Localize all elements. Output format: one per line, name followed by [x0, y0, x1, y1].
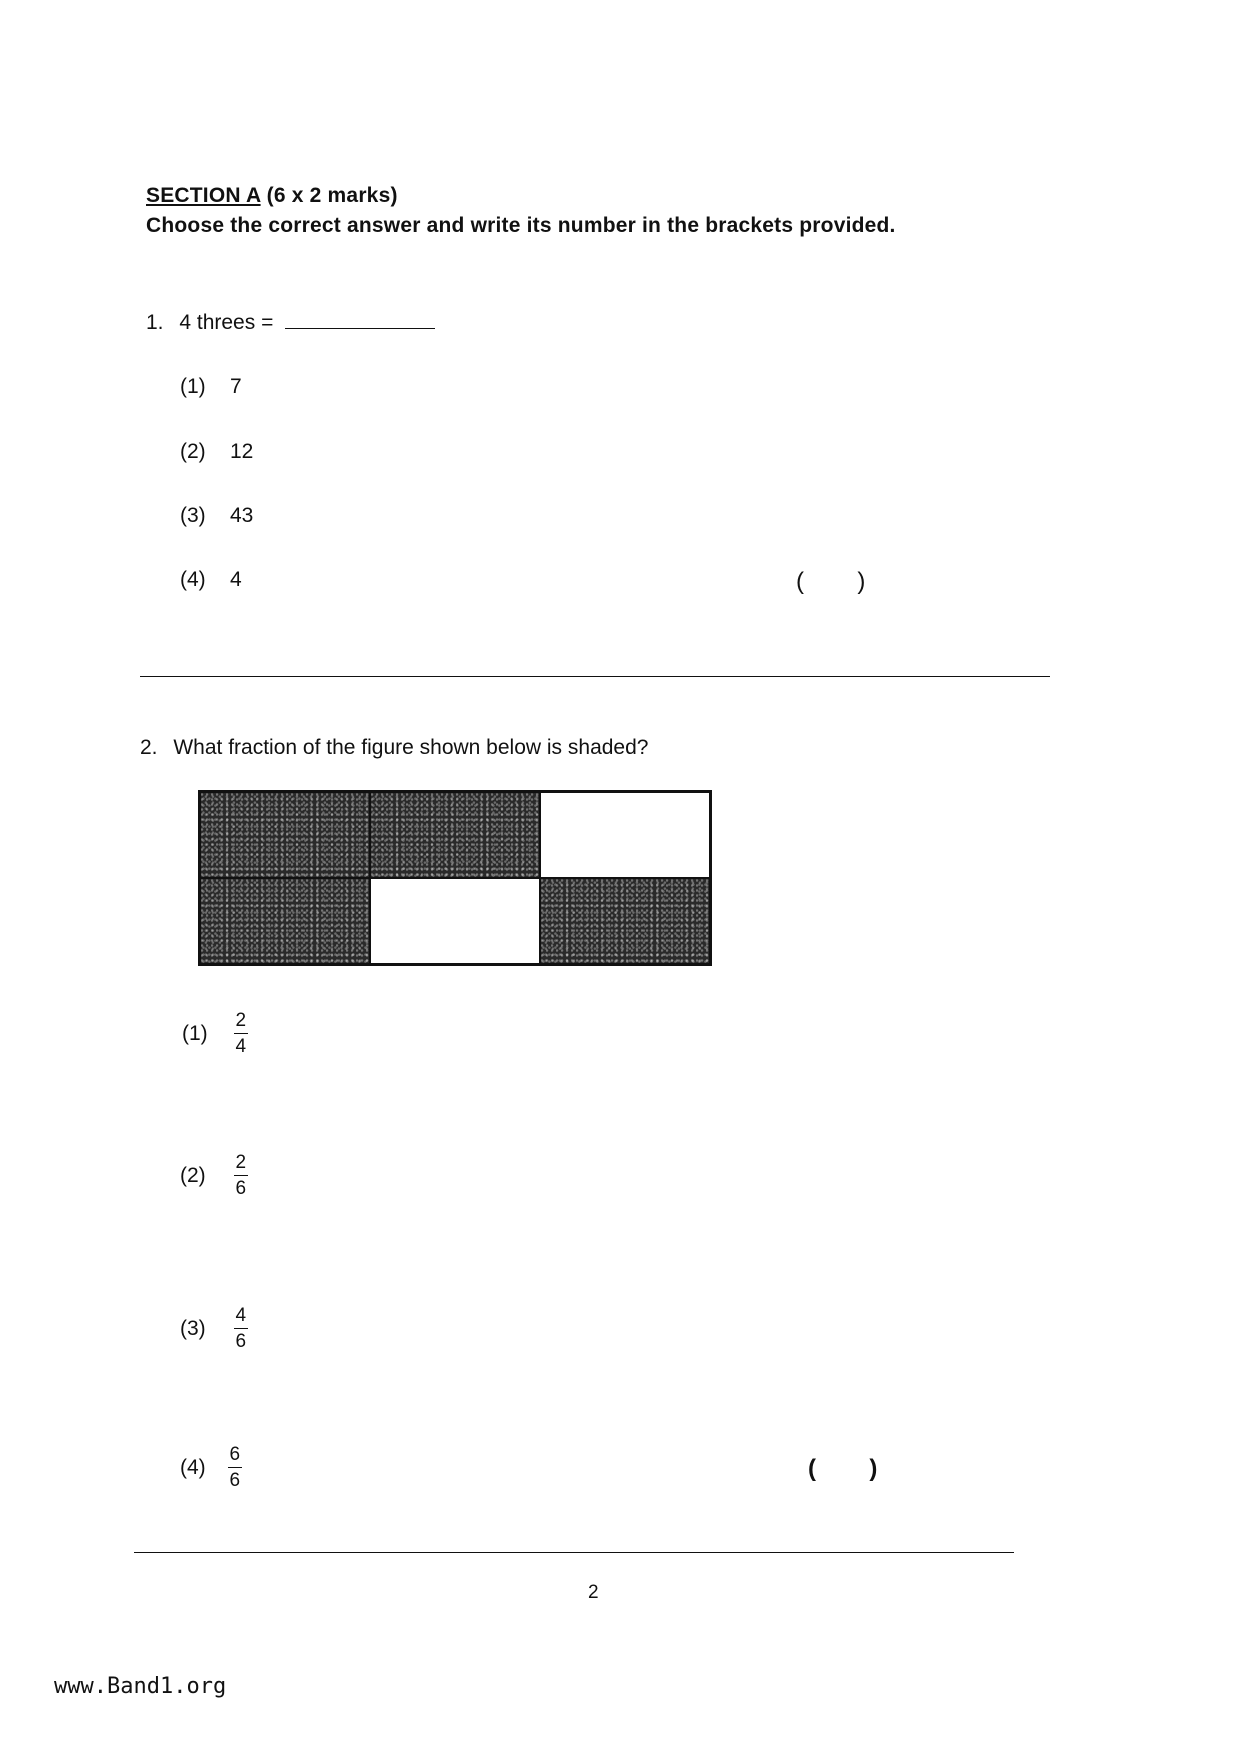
- denominator: 6: [229, 1470, 241, 1491]
- question-1-option-4[interactable]: [180, 568, 242, 592]
- fraction-bar: [234, 1175, 248, 1176]
- question-2-number: 2.: [140, 736, 158, 759]
- option-label: (3): [180, 1316, 206, 1340]
- option-label: (2): [180, 440, 206, 463]
- question-1-text: 4 threes =: [179, 311, 274, 334]
- question-2: [140, 736, 648, 760]
- question-1-option-2[interactable]: [180, 440, 253, 464]
- denominator: 6: [235, 1178, 247, 1199]
- footer-url: www.Band1.org: [54, 1674, 227, 1699]
- fraction: [228, 1444, 242, 1491]
- page-number: 2: [588, 1582, 599, 1603]
- option-value: 4: [230, 568, 242, 591]
- fraction: [234, 1305, 248, 1352]
- question-2-option-1[interactable]: [182, 1010, 248, 1057]
- question-2-answer-bracket[interactable]: ( ): [808, 1455, 878, 1482]
- option-value: 7: [230, 375, 242, 398]
- question-1: [146, 310, 435, 335]
- divider-line: [134, 1552, 1014, 1553]
- fraction-bar: [228, 1467, 242, 1468]
- denominator: 4: [235, 1036, 247, 1057]
- divider-line: [140, 676, 1050, 677]
- figure-cell-unshaded: [540, 792, 710, 878]
- denominator: 6: [235, 1331, 247, 1352]
- question-2-option-3[interactable]: [180, 1305, 248, 1352]
- question-2-option-2[interactable]: [180, 1152, 248, 1199]
- figure-cell-shaded: [370, 792, 540, 878]
- section-marks: (6 x 2 marks): [260, 184, 398, 207]
- shaded-figure: [198, 790, 712, 966]
- question-1-number: 1.: [146, 311, 164, 334]
- option-label: (4): [180, 1455, 206, 1479]
- option-label: (4): [180, 568, 206, 591]
- numerator: 2: [235, 1152, 247, 1173]
- section-label: SECTION A: [146, 184, 261, 207]
- option-label: (3): [180, 504, 206, 527]
- figure-cell-shaded: [540, 878, 710, 964]
- fraction: [234, 1010, 248, 1057]
- fraction-bar: [234, 1328, 248, 1329]
- option-label: (1): [182, 1021, 208, 1045]
- section-title: [146, 184, 398, 208]
- numerator: 2: [235, 1010, 247, 1031]
- numerator: 6: [229, 1444, 241, 1465]
- figure-cell-unshaded: [370, 878, 540, 964]
- question-1-option-3[interactable]: [180, 504, 253, 528]
- question-2-option-4[interactable]: [180, 1444, 242, 1491]
- question-1-answer-blank[interactable]: [285, 310, 435, 329]
- question-1-answer-bracket[interactable]: ( ): [796, 568, 866, 595]
- option-label: (1): [180, 375, 206, 398]
- question-2-text: What fraction of the figure shown below is shaded?: [173, 736, 649, 759]
- option-label: (2): [180, 1163, 206, 1187]
- fraction-bar: [234, 1033, 248, 1034]
- question-1-option-1[interactable]: [180, 375, 242, 399]
- fraction: [234, 1152, 248, 1199]
- figure-cell-shaded: [200, 792, 370, 878]
- instructions: Choose the correct answer and write its number in the brackets provided.: [146, 214, 896, 237]
- numerator: 4: [235, 1305, 247, 1326]
- figure-cell-shaded: [200, 878, 370, 964]
- option-value: 12: [230, 440, 254, 463]
- option-value: 43: [230, 504, 254, 527]
